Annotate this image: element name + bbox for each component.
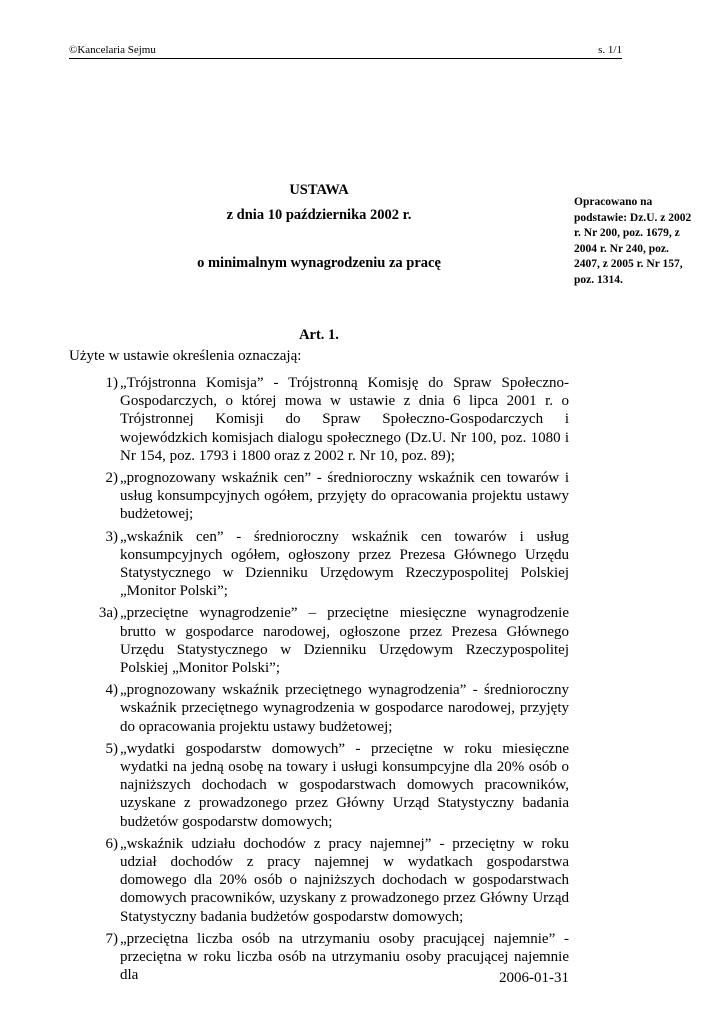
item-number: 6) (105, 835, 118, 852)
page-header (69, 44, 622, 59)
item-number: 2) (105, 470, 118, 487)
doc-date: z dnia 10 października 2002 r. (226, 207, 412, 223)
item-text: „wydatki gospodarstw domowych” - przeciętne w roku miesięczne wydatki na jedną osobę na towary i usługi konsumpcyjne dla 20% osób o najniższych dochodach w gospodarstwach domowych pracowników, uzyskane z prowadzonego przez Główny Urząd Statystyczny badania budżetów gospodarstw domowych; (120, 740, 569, 830)
doc-kind-title: USTAWA (289, 182, 349, 198)
list-item (78, 528, 569, 601)
list-item (78, 835, 569, 926)
item-number: 4) (105, 682, 118, 699)
header-page-number: s. 1/1 (598, 44, 622, 56)
doc-subject: o minimalnym wynagrodzeniu za pracę (197, 255, 441, 271)
item-text: „wskaźnik cen” - średnioroczny wskaźnik cen towarów i usług konsumpcyjnych ogółem, ogłoszony przez Prezesa Głównego Urzędu Statystycznego w Dzienniku Urzędowym Rzeczypospolitej Polskiej „Monitor Polski”; (120, 528, 569, 600)
item-number: 7) (105, 930, 118, 947)
list-item (78, 740, 569, 831)
article-intro: Użyte w ustawie określenia oznaczają: (69, 348, 302, 364)
item-number: 3a) (98, 605, 118, 622)
item-text: „przeciętne wynagrodzenie” – przeciętne miesięczne wynagrodzenie brutto w gospodarce narodowej, ogłoszone przez Prezesa Głównego Urzędu Statystycznego w Dzienniku Urzędowym Rzeczypospolitej Polskiej „Monitor Polski”; (120, 605, 569, 677)
list-item (78, 374, 569, 465)
item-number: 3) (105, 528, 118, 545)
source-note: Opracowano na podstawie: Dz.U. z 2002 r. Nr 200, poz. 1679, z 2004 r. Nr 240, poz. 2407, z 2005 r. Nr 157, poz. 1314. (574, 196, 692, 286)
item-text: „prognozowany wskaźnik przeciętnego wynagrodzenia” - średnioroczny wskaźnik przeciętnego wynagrodzenia w gospodarce narodowej, przyjęty do opracowania projektu ustawy budżetowej; (120, 682, 569, 735)
list-item (78, 681, 569, 736)
list-item (78, 604, 569, 677)
item-text: „prognozowany wskaźnik cen” - średnioroczny wskaźnik cen towarów i usług konsumpcyjnych ogółem, przyjęty do opracowania projektu ustawy budżetowej; (120, 470, 569, 523)
article-title: Art. 1. (299, 327, 339, 343)
footer-date: 2006-01-31 (499, 970, 569, 986)
item-number: 1) (105, 375, 118, 391)
definitions-list (78, 374, 569, 989)
item-text: „przeciętna liczba osób na utrzymaniu osoby pracującej najemnie” - przeciętna w roku liczba osób na utrzymaniu osoby pracującej najemnie dla (120, 930, 569, 984)
item-number: 5) (105, 740, 118, 757)
header-publisher: ©Kancelaria Sejmu (69, 44, 156, 56)
item-text: „Trójstronna Komisja” - Trójstronną Komisję do Spraw Społeczno-Gospodarczych, o której mowa w ustawie z dnia 6 lipca 2001 r. o Trójstronnej Komisji do Spraw Społeczno-Gospodarczych i wojewódzkich komisjach dialogu społecznego (Dz.U. Nr 100, poz. 1080 i Nr 154, poz. 1793 i 1800 oraz z 2002 r. Nr 10, poz. 89); (120, 375, 569, 464)
item-text: „wskaźnik udziału dochodów z pracy najemnej” - przeciętny w roku udział dochodów z pracy najemnej w wydatkach gospodarstwa domowego dla 20% osób o najniższych dochodach w gospodarstwach domowych pracowników, uzyskany z prowadzonego przez Główny Urząd Statystyczny badania budżetów gospodarstw domowych; (120, 835, 569, 925)
list-item (78, 469, 569, 524)
